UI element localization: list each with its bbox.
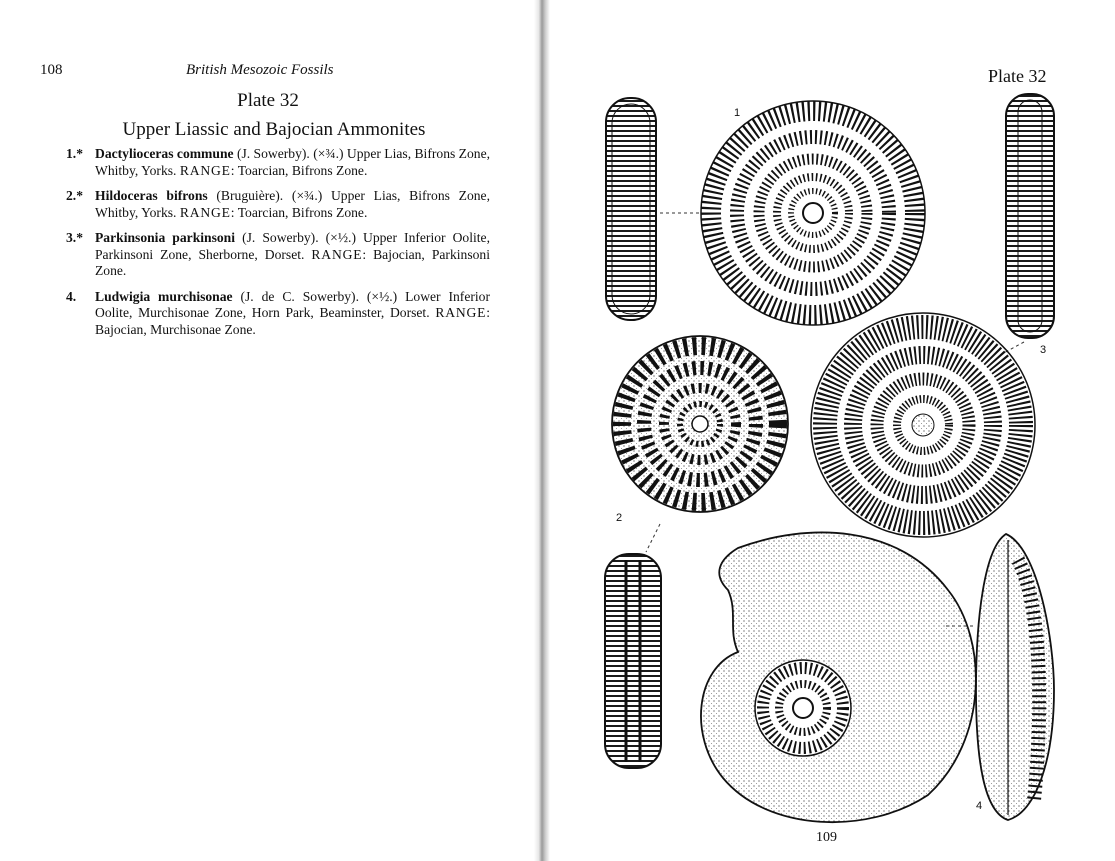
figure-number-3: 3 [1040,344,1047,356]
figure-number-2: 2 [616,512,623,524]
range-text: : Toarcian, Bifrons Zone. [230,204,368,220]
range-text: : Bajocian, Parkinsoni Zone. [95,246,490,278]
entry-text: (J. Sowerby). (×½.) Upper Inferior Oolite, Parkinsoni Zone, Sherborne, Dorset. [95,230,490,262]
entry-3 [66,230,490,280]
fig3-ammonite [811,313,1035,537]
figure-number-1: 1 [734,107,741,119]
plate-subtitle: Upper Liassic and Bajocian Ammonites [122,119,426,140]
page-number-right: 109 [816,830,837,845]
figure-number-4: 4 [976,800,983,812]
entry-4 [66,289,490,339]
species-name: Hildoceras bifrons [95,188,208,203]
left-page [0,0,540,861]
entry-1 [66,146,490,179]
entry-2 [66,188,490,221]
fig4-ammonite [701,532,976,822]
entry-text: (J. de C. Sowerby). (×½.) Lower Inferior Oolite, Murchisonae Zone, Horn Park, Beaminster, Dorset. [95,288,490,320]
fossil-plate-illustration [548,0,1115,861]
fig2-side-view [605,554,661,768]
fig4-side-view [976,534,1054,820]
plate-title: Plate 32 [237,90,299,111]
range-text: : Bajocian, Murchisonae Zone. [95,305,490,337]
entry-list [66,146,490,347]
plate-label: Plate 32 [988,66,1047,86]
range-label: RANGE [311,246,363,262]
range-text: : Toarcian, Bifrons Zone. [230,162,368,178]
species-name: Ludwigia murchisonae [95,288,233,304]
fig1-ammonite [701,101,925,325]
leader-line-2 [646,524,660,552]
fig3-side-view [1006,94,1054,338]
entry-text: (J. Sowerby). (×¾.) Upper Lias, Bifrons Zone, Whitby, Yorks. [95,146,491,178]
entry-number: 1.* [66,146,83,161]
entry-body [95,230,490,280]
entry-body [95,188,490,221]
entry-number: 4. [66,288,77,304]
range-label: RANGE [179,204,231,220]
fig1-side-view [606,98,656,320]
entry-body [95,289,490,339]
entry-number: 2.* [66,188,83,203]
range-label: RANGE [179,162,231,178]
entry-number: 3.* [66,230,83,245]
range-label: RANGE [435,305,487,320]
page-number-left: 108 [40,62,63,78]
species-name: Parkinsonia parkinsoni [95,230,236,245]
fig2-ammonite [612,336,788,512]
running-head: British Mesozoic Fossils [186,62,334,78]
entry-body [95,146,490,179]
entry-text: (Bruguière). (×¾.) Upper Lias, Bifrons Zone, Whitby, Yorks. [95,188,490,220]
right-page [548,0,1115,861]
species-name: Dactylioceras commune [95,146,234,161]
